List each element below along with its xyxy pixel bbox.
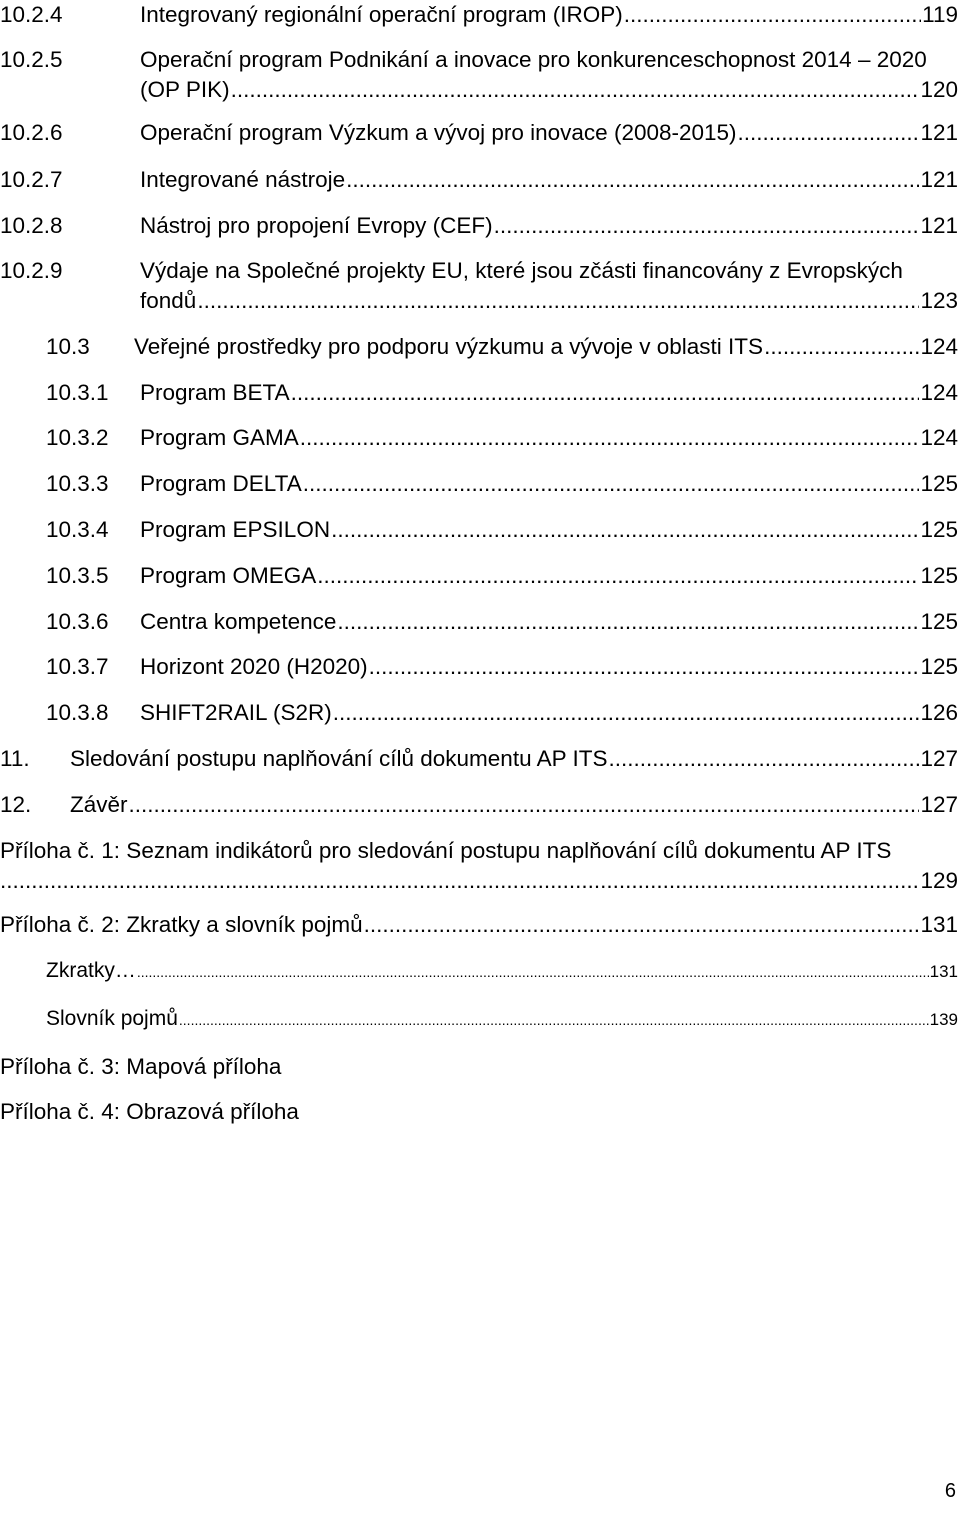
toc-entry-title: Program GAMA <box>140 425 299 450</box>
toc-entry-page: 131 <box>920 912 958 937</box>
toc-entry[interactable] <box>0 165 960 195</box>
toc-entry[interactable] <box>0 45 960 105</box>
toc-entry[interactable] <box>0 607 960 637</box>
toc-leader-dots <box>333 698 920 728</box>
toc-entry[interactable] <box>0 118 960 148</box>
toc-entry-title: Program EPSILON <box>140 517 331 542</box>
toc-entry[interactable] <box>0 698 960 728</box>
toc-leader-dots <box>303 469 920 499</box>
toc-entry[interactable] <box>0 423 960 453</box>
toc-leader-dots <box>291 378 920 408</box>
toc-entry-page: 127 <box>920 792 958 817</box>
toc-entry-title: Veřejné prostředky pro podporu výzkumu a vývoje v oblasti ITS <box>134 334 764 359</box>
toc-leader-dots <box>137 957 929 987</box>
toc-leader-dots <box>0 866 919 896</box>
toc-entry-page: 121 <box>920 120 958 145</box>
toc-entry-page: 126 <box>920 700 958 725</box>
toc-entry-page: 125 <box>920 563 958 588</box>
toc-entry-title-continued: (OP PIK) <box>140 77 230 102</box>
toc-entry[interactable] <box>0 211 960 241</box>
toc-entry[interactable] <box>0 332 960 362</box>
toc-entry-title: Horizont 2020 (H2020) <box>140 654 368 679</box>
toc-entry[interactable] <box>0 0 960 30</box>
toc-entry-number: 12. <box>0 792 32 817</box>
toc-entry-page: 120 <box>920 77 958 102</box>
toc-entry-page: 119 <box>922 2 958 27</box>
toc-entry-number: 10.3.8 <box>46 700 109 725</box>
toc-entry-page: 123 <box>920 288 958 313</box>
toc-entry-page: 131 <box>929 962 958 981</box>
toc-entry[interactable] <box>0 561 960 591</box>
toc-entry-number: 10.2.7 <box>0 167 63 192</box>
toc-entry[interactable] <box>0 1004 960 1034</box>
toc-entry-page: 125 <box>920 609 958 634</box>
toc-leader-dots <box>369 652 920 682</box>
toc-entry[interactable] <box>0 910 960 940</box>
toc-entry-number: 10.2.6 <box>0 120 63 145</box>
toc-entry-number: 10.2.5 <box>0 47 63 72</box>
toc-entry-title: Centra kompetence <box>140 609 337 634</box>
toc-leader-dots <box>364 910 920 940</box>
toc-entry-number: 10.2.4 <box>0 2 63 27</box>
toc-leader-dots <box>346 165 919 195</box>
toc-leader-dots <box>331 515 919 545</box>
toc-entry-title: Příloha č. 1: Seznam indikátorů pro sledování postupu naplňování cílů dokumentu AP ITS <box>0 838 892 863</box>
toc-entry[interactable] <box>0 836 960 896</box>
toc-entry-title: Výdaje na Společné projekty EU, které jsou zčásti financovány z Evropských <box>140 258 903 283</box>
toc-entry-number: 10.3.1 <box>46 380 109 405</box>
toc-entry-number: 10.3.5 <box>46 563 109 588</box>
toc-leader-dots <box>494 211 920 241</box>
toc-entry-number: 10.3.2 <box>46 425 109 450</box>
toc-entry-title: Nástroj pro propojení Evropy (CEF) <box>140 213 493 238</box>
toc-entry-number: 10.3 <box>46 334 90 359</box>
toc-leader-dots <box>337 607 919 637</box>
toc-entry-title: Slovník pojmů <box>46 1007 178 1030</box>
toc-entry[interactable] <box>0 652 960 682</box>
toc-entry[interactable] <box>0 515 960 545</box>
toc-entry-page: 125 <box>920 517 958 542</box>
toc-leader-dots <box>231 75 920 105</box>
toc-entry-page: 124 <box>920 380 958 405</box>
toc-entry-number: 10.2.8 <box>0 213 63 238</box>
toc-leader-dots <box>317 561 919 591</box>
toc-entry-title: Sledování postupu naplňování cílů dokumentu AP ITS <box>70 746 608 771</box>
toc-entry-title-continued: fondů <box>140 288 197 313</box>
toc-entry[interactable] <box>0 256 960 316</box>
toc-entry-page: 121 <box>920 213 958 238</box>
toc-entry[interactable] <box>0 469 960 499</box>
toc-entry[interactable] <box>0 956 960 986</box>
toc-entry-title: Příloha č. 2: Zkratky a slovník pojmů <box>0 912 363 937</box>
toc-entry-title: SHIFT2RAIL (S2R) <box>140 700 332 725</box>
toc-entry-title: Program DELTA <box>140 471 302 496</box>
toc-entry[interactable] <box>0 744 960 774</box>
toc-entry-number: 10.3.6 <box>46 609 109 634</box>
toc-leader-dots <box>179 1005 929 1035</box>
toc-entry-title: Operační program Podnikání a inovace pro konkurenceschopnost 2014 – 2020 <box>140 47 927 72</box>
toc-entry-title: Integrovaný regionální operační program (IROP) <box>140 2 623 27</box>
toc-leader-dots <box>300 423 920 453</box>
toc-entry[interactable] <box>0 378 960 408</box>
toc-entry-title: Závěr <box>70 792 128 817</box>
toc-entry-page: 129 <box>920 868 958 893</box>
toc-entry-number: 10.3.3 <box>46 471 109 496</box>
toc-entry-page: 125 <box>920 654 958 679</box>
toc-leader-dots <box>738 118 920 148</box>
toc-leader-dots <box>764 332 919 362</box>
toc-entry-page: 127 <box>920 746 958 771</box>
toc-entry-number: 10.2.9 <box>0 258 63 283</box>
toc-entry-page: 121 <box>920 167 958 192</box>
toc-entry[interactable] <box>0 790 960 820</box>
toc-entry-page: 125 <box>920 471 958 496</box>
toc-entry-title: Program BETA <box>140 380 290 405</box>
toc-leader-dots <box>608 744 919 774</box>
toc-entry-page: 124 <box>920 334 958 359</box>
toc-entry-page: 124 <box>920 425 958 450</box>
toc-leader-dots <box>624 0 921 30</box>
toc-entry-number: 11. <box>0 746 30 771</box>
toc-entry-title: Integrované nástroje <box>140 167 346 192</box>
toc-entry-title: Operační program Výzkum a vývoj pro inovace (2008-2015) <box>140 120 737 145</box>
toc-entry-title[interactable]: Příloha č. 3: Mapová příloha <box>0 1054 282 1079</box>
toc-entry-title: Zkratky… <box>46 959 136 982</box>
toc-leader-dots <box>129 790 920 820</box>
toc-entry-number: 10.3.4 <box>46 517 109 542</box>
toc-entry-title[interactable]: Příloha č. 4: Obrazová příloha <box>0 1099 299 1124</box>
toc-entry-number: 10.3.7 <box>46 654 109 679</box>
toc-entry-page: 139 <box>929 1010 958 1029</box>
toc-leader-dots <box>197 286 919 316</box>
page-number: 6 <box>944 1480 956 1502</box>
toc-entry-title: Program OMEGA <box>140 563 317 588</box>
